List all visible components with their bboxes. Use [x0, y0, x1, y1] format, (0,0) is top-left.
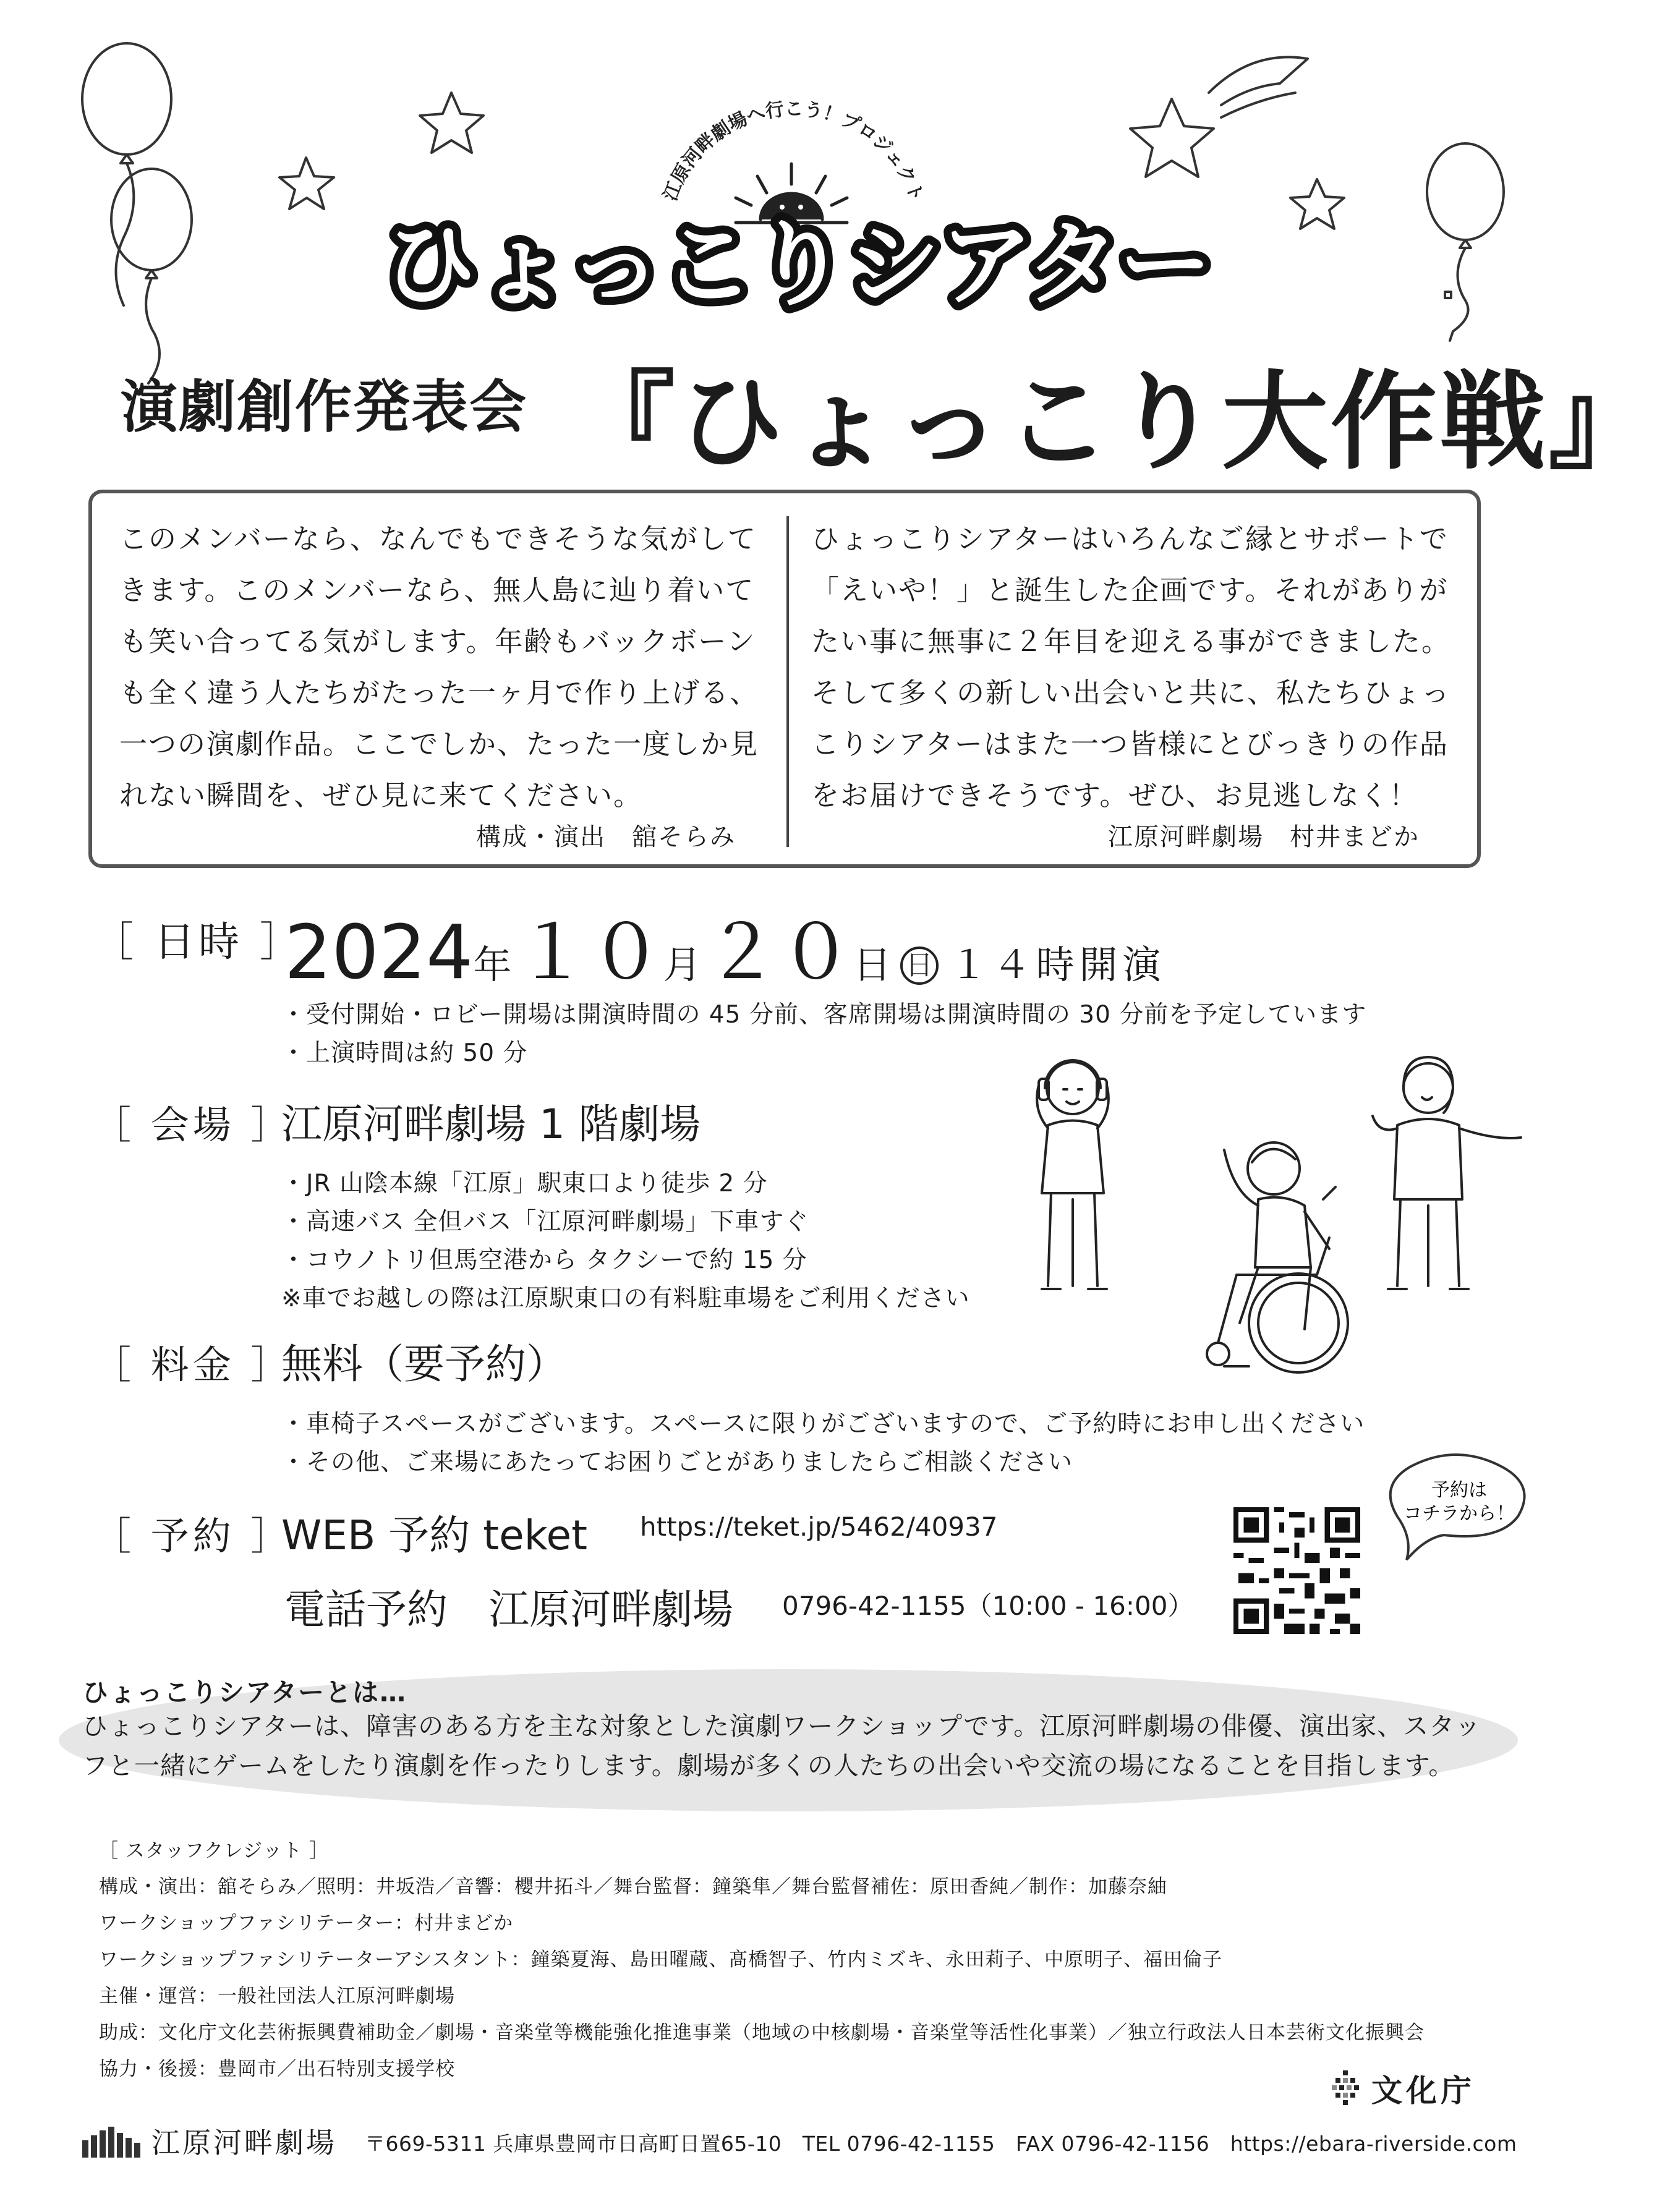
reservation-speech-bubble [1373, 1452, 1540, 1554]
venue-label: ［ 会場 ］ [93, 1102, 293, 1147]
venue-note: ・高速バス 全但バス「江原河畔劇場」下車すぐ [281, 1208, 809, 1236]
schedule-label: ［ 日時 ］ [93, 918, 304, 966]
agency-logo-icon [1329, 2068, 1366, 2105]
bubble-line-1: 予約は [1431, 1479, 1487, 1501]
web-reservation: WEB 予約 teket [281, 1512, 588, 1559]
theater-logo-icon [82, 2127, 144, 2158]
credit-line: 協力・後援：豊岡市／出石特別支援学校 [99, 2058, 455, 2080]
venue-note: ・コウノトリ但馬空港から タクシーで約 15 分 [281, 1246, 807, 1274]
web-reservation-url[interactable]: https://teket.jp/5462/40937 [640, 1512, 998, 1542]
credit-line: 助成：文化庁文化芸術振興費補助金／劇場・音楽堂等機能強化推進事業（地域の中核劇場・音楽堂等活性化事業）／独立行政法人日本芸術文化振興会 [99, 2022, 1425, 2044]
qr-code[interactable] [1233, 1507, 1360, 1634]
message-divider [786, 516, 789, 847]
main-title: 『ひょっこり大作戦』 [569, 360, 1657, 484]
agency-name: 文化庁 [1371, 2073, 1475, 2109]
people-illustration [1014, 1045, 1527, 1403]
star-icon [1290, 179, 1344, 229]
credit-line: 構成・演出：舘そらみ／照明：井坂浩／音響：櫻井拓斗／舞台監督：鐘築隼／舞台監督補佐：原田香純／制作：加藤奈紬 [99, 1876, 1167, 1898]
brand-title: ひょっこりシアター [383, 211, 1212, 319]
schedule-date [284, 893, 1166, 1000]
phone-reservation: 電話予約 江原河畔劇場 [284, 1586, 733, 1633]
footer-address: 〒669-5311 兵庫県豊岡市日高町日置65-10 TEL 0796-42-1155 FAX 0796-42-1156 https://ebara-riverside.com [365, 2132, 1517, 2156]
schedule-note: ・受付開始・ロビー開場は開演時間の 45 分前、客席開場は開演時間の 30 分前を予定しています [281, 1001, 1367, 1029]
date-year: 2024 [284, 910, 474, 996]
brand-title-logo [383, 204, 1212, 321]
event-type: 演劇創作発表会 [121, 374, 528, 440]
credit-line: ワークショップファシリテーターアシスタント：鐘築夏海、島田曜蔵、髙橋智子、竹内ミズキ、永田莉子、中原明子、福田倫子 [99, 1949, 1223, 1971]
footer-org-name: 江原河畔劇場 [151, 2126, 337, 2159]
credit-line: 主催・運営：一般社団法人江原河畔劇場 [99, 1985, 455, 2007]
director-message: このメンバーなら、なんでもできそうな気がして きます。このメンバーなら、無人島に辿り着いて も笑い合ってる気がします。年齢もバックボーン も全く違う人たちがたった一ヶ月で作り上げる、 一つの演劇作品。ここでしか、たった一度しか見 れない瞬間を、ぜひ見に来てください。 [119, 522, 759, 812]
about-title: ひょっこりシアターとは… [82, 1677, 407, 1708]
venue-value: 江原河畔劇場 1 階劇場 [281, 1100, 701, 1148]
date-day-unit: 日 [853, 942, 892, 987]
date-month-unit: 月 [663, 942, 702, 987]
fee-note: ・その他、ご来場にあたってお困りごとがありましたらご相談ください [281, 1448, 1073, 1476]
reservation-label: ［ 予約 ］ [93, 1513, 293, 1559]
phone-number: 0796-42-1155（10:00 - 16:00） [782, 1591, 1194, 1621]
fee-value: 無料（要予約） [281, 1340, 567, 1388]
fee-label: ［ 料金 ］ [93, 1342, 293, 1387]
person-with-headphones-icon [1037, 1060, 1109, 1289]
svg-text:江原河畔劇場へ行こう！プロジェクト [660, 98, 928, 205]
date-month: １０ [514, 910, 663, 996]
date-year-unit: 年 [473, 942, 512, 987]
balloon-icon [82, 43, 171, 305]
about-body: ひょっこりシアターは、障害のある方を主な対象とした演劇ワークショップです。江原河畔劇場の俳優、演出家、スタッ フと一緒にゲームをしたり演劇を作ったりします。劇場が多くの人たちの出会いや交流の場になることを目指します。 [82, 1711, 1481, 1780]
start-time: １４時開演 [949, 942, 1166, 987]
credits-heading: ［ スタッフクレジット ］ [99, 1840, 330, 1862]
venue-note: ・JR 山陰本線「江原」駅東口より徒歩 2 分 [281, 1170, 768, 1197]
star-icon [420, 93, 483, 153]
person-in-wheelchair-icon [1207, 1142, 1348, 1372]
balloon-icon [1427, 143, 1504, 341]
venue-note: ※車でお越しの際は江原駅東口の有料駐車場をご利用ください [281, 1285, 970, 1312]
credit-line: ワークショップファシリテーター：村井まどか [99, 1912, 514, 1934]
schedule-note: ・上演時間は約 50 分 [281, 1039, 528, 1067]
theater-signature: 江原河畔劇場 村井まどか [1108, 823, 1420, 851]
fee-note: ・車椅子スペースがございます。スペースに限りがございますので、ご予約時にお申し出ください [281, 1410, 1365, 1438]
theater-message: ひょっこりシアターはいろんなご縁とサポートで 「えいや！」と誕生した企画です。それがありが たい事に無事に２年目を迎える事ができました。 そして多くの新しい出会いと共に、私たちひょっ こりシアターはまた一つ皆様にとびっきりの作品 をお届けできそうです。ぜひ、お見逃しなく！ [811, 522, 1451, 812]
bubble-line-2: コチラから！ [1404, 1503, 1515, 1525]
shooting-star-icon [1130, 57, 1308, 177]
date-weekday: 日 [900, 946, 939, 985]
date-day: ２０ [704, 910, 853, 996]
project-name: 江原河畔劇場へ行こう！プロジェクト [659, 98, 928, 205]
director-signature: 構成・演出 舘そらみ [476, 823, 736, 851]
balloon-icon [111, 169, 192, 383]
star-icon [279, 158, 334, 209]
person-standing-icon [1373, 1057, 1521, 1289]
